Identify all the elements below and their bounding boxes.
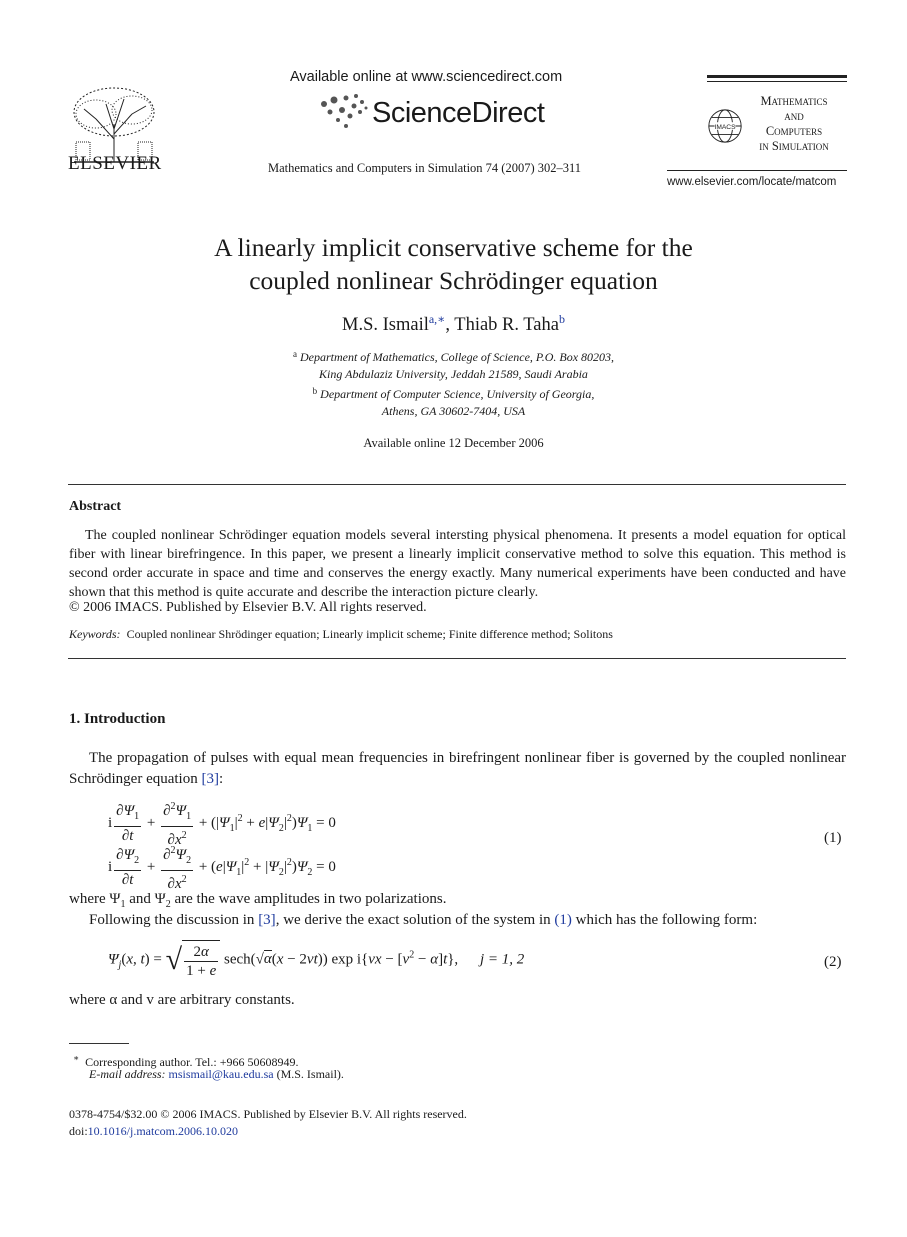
journal-logo-rule-thin xyxy=(707,81,847,82)
citation-link[interactable]: [3] xyxy=(258,912,276,928)
abstract-text: The coupled nonlinear Schrödinger equation models several intersting physical phenomena. It presents a model equation for optical fiber with linear birefringence. In this paper, we present a linearly implicit conservative method to solve this equation. This method is second order accurate in space and time and conserves the energy exactly. Many numerical experiments have been conducted and have shown that this method is quite accurate and describe the interaction picture clearly. xyxy=(69,528,846,600)
journal-title-block xyxy=(740,94,848,154)
email-label: E-mail address: xyxy=(89,1067,166,1081)
paragraph-text: which has the following form: xyxy=(571,912,758,928)
equation-1-line-2: i $\frac{\partial\Psi_2}{\partial t}$ + $\frac{\partial^2\Psi_2}{\partial x^2}$ + $(e|\Psi_1|^2 + |\Psi_2|^2)\Psi_2 = 0$ xyxy=(108,842,336,893)
affiliations xyxy=(0,346,907,420)
email-link[interactable]: msismail@kau.edu.sa xyxy=(168,1067,274,1081)
author-affiliation-link[interactable]: a,∗ xyxy=(428,312,446,326)
sciencedirect-wordmark: ScienceDirect xyxy=(372,97,545,129)
article-title xyxy=(0,231,907,297)
journal-title-line: Computers xyxy=(765,124,823,138)
abstract-body xyxy=(69,526,846,602)
copyright-line: © 2006 IMACS. Published by Elsevier B.V. All rights reserved. xyxy=(69,600,427,615)
equation-number: (1) xyxy=(824,830,842,846)
issn-block xyxy=(69,1106,467,1140)
paragraph-text: are the wave amplitudes in two polarizations. xyxy=(170,891,447,907)
subscript: 1 xyxy=(120,899,126,910)
paragraph-text: where Ψ xyxy=(69,891,121,907)
equation-link[interactable]: (1) xyxy=(554,912,572,928)
publisher-name: ELSEVIER xyxy=(68,153,162,174)
footnote-text: Corresponding author. Tel.: +966 50608949. xyxy=(85,1055,299,1069)
author-separator: , xyxy=(445,315,455,335)
available-online-date: Available online 12 December 2006 xyxy=(363,436,544,450)
author-name: M.S. Ismail xyxy=(342,315,429,335)
footnote-rule xyxy=(69,1043,129,1044)
intro-paragraph: where α and v are arbitrary constants. xyxy=(69,992,295,1008)
abstract-bottom-rule xyxy=(68,658,846,659)
journal-url-link[interactable]: www.elsevier.com/locate/matcom xyxy=(667,176,837,188)
imacs-label: IMACS xyxy=(714,123,736,131)
paragraph-text: , we derive the exact solution of the system in xyxy=(275,912,555,928)
keywords-line xyxy=(69,627,613,642)
subscript: 2 xyxy=(165,899,171,910)
affiliation-text: Athens, GA 30602-7404, USA xyxy=(381,404,526,418)
available-online-link[interactable]: Available online at www.sciencedirect.com xyxy=(290,69,563,85)
affiliation-mark: a xyxy=(292,349,297,359)
citation-link[interactable]: [3] xyxy=(201,771,219,787)
imacs-globe-icon xyxy=(706,107,744,145)
equation-index-range: j = 1, 2 xyxy=(479,951,525,968)
intro-paragraph xyxy=(69,910,846,931)
journal-logo-rule xyxy=(707,75,847,78)
doi-label: doi: xyxy=(69,1124,88,1138)
footnote-mark: ∗ xyxy=(73,1053,80,1063)
punctuation: : xyxy=(218,771,224,787)
author-name: Thiab R. Taha xyxy=(454,315,559,335)
abstract-heading: Abstract xyxy=(69,499,122,514)
journal-title-line: Mathematics xyxy=(760,94,828,108)
equation-number: (2) xyxy=(824,954,842,970)
author-list xyxy=(0,312,907,336)
doi-link[interactable]: 10.1016/j.matcom.2006.10.020 xyxy=(87,1124,238,1138)
issn-line: 0378-4754/$32.00 © 2006 IMACS. Published by Elsevier B.V. All rights reserved. xyxy=(69,1107,467,1121)
affiliation-text: Department of Mathematics, College of Science, P.O. Box 80203, xyxy=(299,350,615,364)
equation-2: $\Psi_j(x$, t) = √ $\frac{2\alpha}{1 + e}$ sech(√α(x − 2vt)) $\exp i\{vx - [v^2 - \alpha]t\}$, j = 1, 2 xyxy=(108,940,524,980)
section-heading: 1. Introduction xyxy=(69,711,166,727)
affiliation-text: Department of Computer Science, University of Georgia, xyxy=(320,387,595,401)
author-affiliation-link[interactable]: b xyxy=(558,312,565,326)
affiliation-mark: b xyxy=(312,386,318,396)
abstract-top-rule xyxy=(68,484,846,485)
paragraph-text: Following the discussion in xyxy=(89,912,259,928)
paragraph-text: and Ψ xyxy=(125,891,166,907)
journal-url-rule xyxy=(667,170,847,171)
title-line: A linearly implicit conservative scheme for the xyxy=(214,233,693,262)
equation-1-line-1: i $\frac{\partial\Psi_1}{\partial t}$ + $\frac{\partial^2\Psi_1}{\partial x^2}$ + $(|\Psi_1|^2 + e|\Psi_2|^2)\Psi_1 = 0$ xyxy=(108,798,336,849)
keywords-list: Coupled nonlinear Shrödinger equation; Linearly implicit scheme; Finite difference method; Solitons xyxy=(126,627,613,641)
journal-reference: Mathematics and Computers in Simulation 74 (2007) 302–311 xyxy=(268,161,582,175)
journal-title-line: and xyxy=(784,109,804,123)
email-owner: (M.S. Ismail). xyxy=(273,1067,344,1081)
intro-paragraph xyxy=(69,748,846,790)
title-line: coupled nonlinear Schrödinger equation xyxy=(249,266,658,295)
affiliation-text: King Abdulaziz University, Jeddah 21589, Saudi Arabia xyxy=(319,367,588,381)
sciencedirect-dots-icon xyxy=(316,92,376,132)
keywords-label: Keywords: xyxy=(69,627,121,641)
paragraph-text: The propagation of pulses with equal mean frequencies in birefringent nonlinear fiber is governed by the coupled nonlinear Schrödinger equation xyxy=(69,750,846,787)
journal-title-line: in Simulation xyxy=(759,139,829,153)
email-footnote xyxy=(89,1067,344,1082)
